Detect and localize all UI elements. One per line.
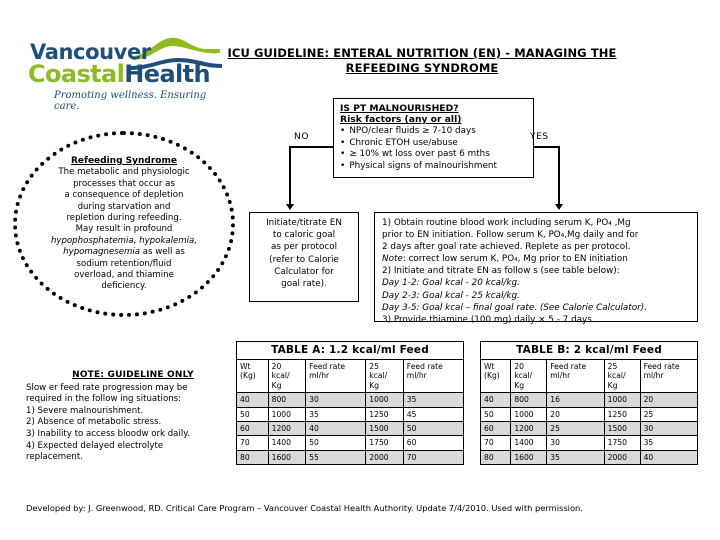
oval-line-4: during starvation and [77, 201, 171, 212]
oval-line-8-italic: hypomagnesemia [63, 247, 141, 258]
page-title: ICU GUIDELINE: ENTERAL NUTRITION (EN) - MANAGING THE REFEEDING SYNDROME [227, 46, 617, 75]
table-cell: 1000 [268, 407, 306, 421]
branch-label-no: NO [294, 132, 310, 142]
protocol-instructions-box [374, 212, 698, 325]
protocol-line-5: 2) Initiate and titrate EN as follow s (see table below): [382, 266, 620, 277]
table-cell: 45 [403, 407, 463, 421]
table-cell: 1000 [604, 393, 640, 407]
en-line-3: as per protocol [270, 242, 338, 253]
table-cell: 20 [640, 393, 697, 407]
table-b-head [481, 360, 698, 393]
oval-line-3: a consequence of depletion [64, 190, 184, 201]
logo-wordmark [28, 60, 210, 88]
protocol-line-9: 3) Provide thiamine (100 mg) daily × 5 - 7 days. [382, 314, 595, 325]
table-cell: 50 [306, 436, 366, 450]
protocol-line-3: 2 days after goal rate achieved. Replete as per protocol. [382, 242, 631, 253]
table-cell: 35 [306, 407, 366, 421]
oval-line-8 [20, 247, 228, 258]
protocol-note-label: Note [382, 254, 403, 265]
oval-line-8-rest: as well as [140, 247, 185, 258]
table-cell: 1200 [268, 422, 306, 436]
table-row [237, 436, 464, 450]
table-cell: 1200 [511, 422, 547, 436]
en-line-6: goal rate). [281, 279, 327, 290]
protocol-day-3-5: Day 3-5: Goal kcal – final goal rate. (See Calorie Calculator). [382, 302, 647, 313]
note-line-3: 1) Severe malnourishment. [26, 405, 144, 416]
table-row [481, 422, 698, 436]
table-a-body [237, 393, 464, 465]
vancouver-coastal-health-logo [26, 38, 222, 112]
note-line-4: 2) Absence of metabolic stress. [26, 417, 162, 428]
oval-line-11: deficiency. [101, 281, 147, 292]
refeeding-syndrome-text [20, 156, 228, 293]
table-cell: 35 [403, 393, 463, 407]
table-cell: 80 [237, 450, 269, 464]
table-cell: 1750 [604, 436, 640, 450]
column-header: Wt (Kg) [237, 360, 269, 393]
table-row [237, 407, 464, 421]
list-item: • ≥ 10% wt loss over past 6 mths [340, 149, 528, 161]
table-a-title: TABLE A: 1.2 kcal/ml Feed [236, 341, 464, 359]
oval-line-7: hypophosphatemia, hypokalemia, [50, 235, 198, 246]
en-line-2: to caloric goal [272, 230, 336, 241]
table-row [237, 450, 464, 464]
table-cell: 1000 [511, 407, 547, 421]
logo-word-vancouver: Vancouver [30, 40, 151, 64]
footer-credit: Developed by: J. Greenwood, RD. Critical Care Program – Vancouver Coastal Health Authority. Update 7/4/2010. Used with permission. [26, 503, 583, 513]
table-header-row [237, 360, 464, 393]
list-item: • Chronic ETOH use/abuse [340, 138, 528, 150]
protocol-day-2-3: Day 2-3: Goal kcal - 25 kcal/kg. [382, 290, 520, 301]
list-item: • NPO/clear fluids ≥ 7-10 days [340, 126, 528, 138]
note-title: NOTE: GUIDELINE ONLY [72, 370, 194, 380]
no-branch-arrowhead [286, 204, 294, 210]
logo-word-coastal: Coastal [28, 60, 125, 88]
note-line-6: 4) Expected delayed electrolyte [26, 440, 164, 451]
table-a [236, 341, 464, 465]
table-cell: 1000 [366, 393, 404, 407]
column-header: 25 kcal/ Kg [604, 360, 640, 393]
column-header: Feed rate ml/hr [547, 360, 604, 393]
table-cell: 50 [481, 407, 511, 421]
table-cell: 60 [481, 422, 511, 436]
table-cell: 40 [237, 393, 269, 407]
note-line-7: replacement. [26, 452, 83, 463]
en-line-1: Initiate/titrate EN [266, 218, 342, 228]
risk-factors-heading: Risk factors (any or all) [340, 114, 462, 125]
table-cell: 40 [640, 450, 697, 464]
table-row [237, 422, 464, 436]
table-b-body [481, 393, 698, 465]
table-cell: 25 [547, 422, 604, 436]
table-cell: 1600 [511, 450, 547, 464]
yes-branch-vertical-line [558, 146, 560, 206]
table-cell: 1400 [268, 436, 306, 450]
no-branch-horizontal-line [289, 146, 334, 148]
branch-label-yes: YES [530, 132, 549, 142]
table-cell: 70 [403, 450, 463, 464]
table-cell: 1250 [366, 407, 404, 421]
table-row [481, 407, 698, 421]
table-cell: 20 [547, 407, 604, 421]
protocol-note-text: : correct low serum K, PO₄, Mg prior to EN initiation [402, 254, 628, 265]
table-cell: 25 [640, 407, 697, 421]
column-header: 20 kcal/ Kg [511, 360, 547, 393]
table-cell: 70 [237, 436, 269, 450]
en-line-4: (refer to Calorie [269, 254, 339, 265]
oval-line-6: May result in profound [75, 224, 173, 235]
initiate-en-box [249, 212, 359, 302]
column-header: Feed rate ml/hr [640, 360, 697, 393]
table-cell: 40 [481, 393, 511, 407]
oval-line-5: repletion during refeeding. [66, 213, 182, 224]
table-cell: 60 [403, 436, 463, 450]
table-cell: 30 [640, 422, 697, 436]
table-cell: 800 [511, 393, 547, 407]
risk-factors-list [340, 126, 528, 172]
table-cell: 16 [547, 393, 604, 407]
table-a-head [237, 360, 464, 393]
table-row [237, 393, 464, 407]
list-item: • Physical signs of malnourishment [340, 161, 528, 173]
table-cell: 1250 [604, 407, 640, 421]
table-header-row [481, 360, 698, 393]
note-line-2: required in the follow ing situations: [26, 394, 182, 405]
oval-line-2: processes that occur as [73, 178, 175, 189]
note-line-1: Slow er feed rate progression may be [26, 382, 188, 393]
no-branch-vertical-line [289, 146, 291, 206]
en-line-5: Calculator for [274, 266, 334, 277]
table-cell: 1600 [268, 450, 306, 464]
table-cell: 70 [481, 436, 511, 450]
table-cell: 35 [547, 450, 604, 464]
table-cell: 30 [547, 436, 604, 450]
logo-tagline: Promoting wellness. Ensuring care. [54, 90, 207, 112]
oval-line-9: sodium retention/fluid [76, 258, 172, 269]
table-cell: 50 [403, 422, 463, 436]
protocol-line-1: 1) Obtain routine blood work including serum K, PO₄ ,Mg [382, 218, 631, 228]
table-b-wrapper [480, 341, 698, 465]
table-cell: 50 [237, 407, 269, 421]
table-cell: 800 [268, 393, 306, 407]
note-line-5: 3) Inability to access bloodw ork daily. [26, 428, 190, 439]
column-header: Feed rate ml/hr [403, 360, 463, 393]
table-cell: 1400 [511, 436, 547, 450]
oval-line-10: overload, and thiamine [74, 270, 174, 281]
table-row [481, 393, 698, 407]
table-cell: 2000 [366, 450, 404, 464]
protocol-line-4 [382, 253, 692, 265]
yes-branch-arrowhead [555, 204, 563, 210]
column-header: Wt (Kg) [481, 360, 511, 393]
table-a-wrapper [236, 341, 464, 465]
column-header: Feed rate ml/hr [306, 360, 366, 393]
protocol-line-2: prior to EN initiation. Follow serum K, PO₄,Mg daily and for [382, 230, 639, 241]
table-row [481, 436, 698, 450]
table-cell: 55 [306, 450, 366, 464]
column-header: 25 kcal/ Kg [366, 360, 404, 393]
table-cell: 30 [306, 393, 366, 407]
refeeding-syndrome-heading: Refeeding Syndrome [71, 156, 177, 166]
table-cell: 2000 [604, 450, 640, 464]
malnourished-decision-box [333, 98, 534, 178]
table-cell: 40 [306, 422, 366, 436]
table-cell: 1750 [366, 436, 404, 450]
logo-word-health: Health [124, 60, 211, 88]
protocol-day-1-2: Day 1-2: Goal kcal - 20 kcal/kg. [382, 278, 520, 289]
table-row [481, 450, 698, 464]
table-b-title: TABLE B: 2 kcal/ml Feed [480, 341, 698, 359]
table-b [480, 341, 698, 465]
column-header: 20 kcal/ Kg [268, 360, 306, 393]
table-cell: 80 [481, 450, 511, 464]
table-cell: 60 [237, 422, 269, 436]
table-cell: 1500 [604, 422, 640, 436]
guideline-note-block [26, 370, 240, 464]
oval-line-1: The metabolic and physiologic [58, 167, 190, 178]
yes-branch-horizontal-line [534, 146, 560, 148]
malnourished-heading: IS PT MALNOURISHED? [340, 103, 459, 114]
table-cell: 1500 [366, 422, 404, 436]
table-cell: 35 [640, 436, 697, 450]
